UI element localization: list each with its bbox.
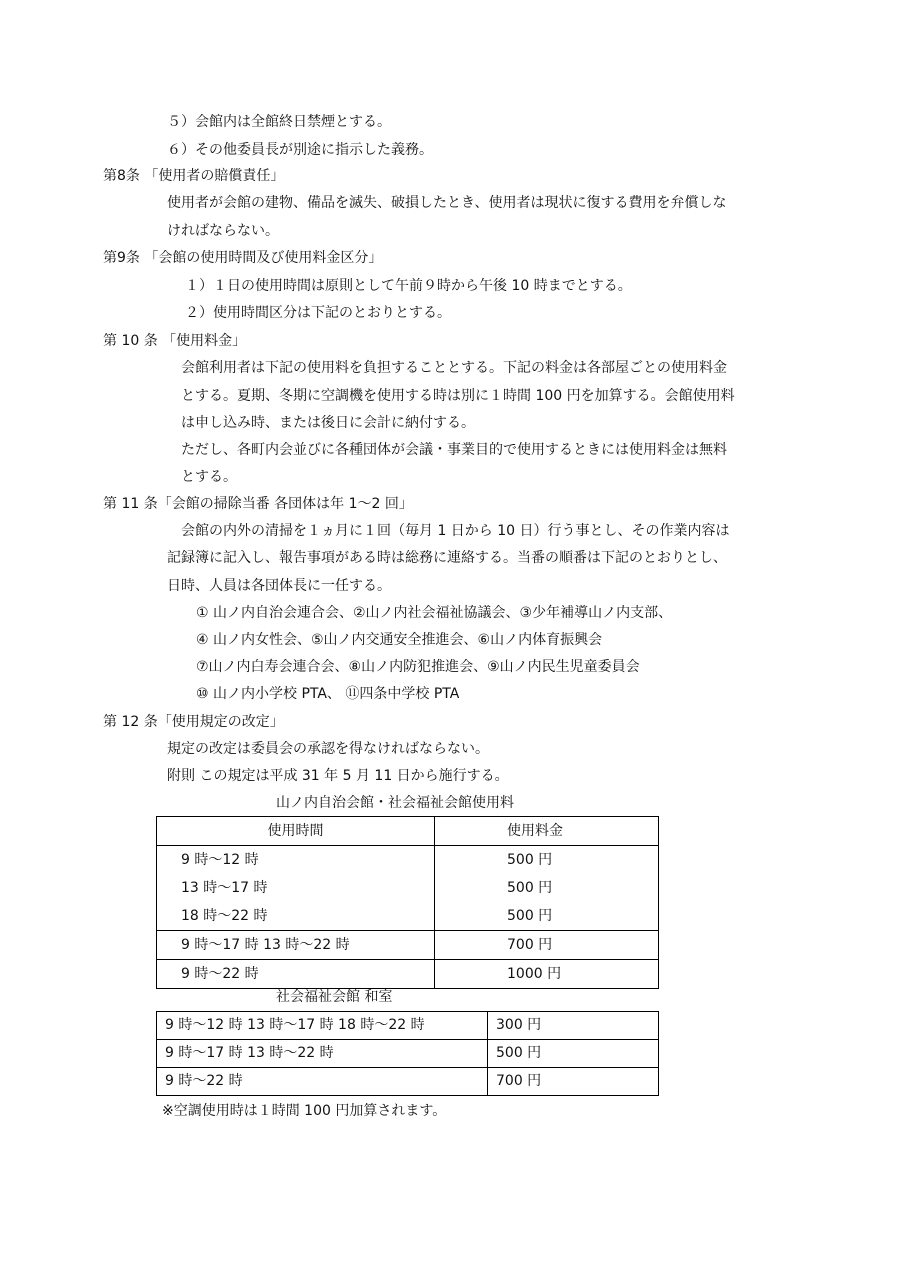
article-10-body-line-2: とする。夏期、冬期に空調機を使用する時は別に１時間 100 円を加算する。会館使用料	[181, 388, 735, 404]
article-11-body-line-1: 会館の内外の清掃を１ヵ月に１回（毎月 1 日から 10 日）行う事とし、その作業内容は	[181, 523, 730, 539]
article-8-body-line-2: ければならない。	[167, 223, 279, 239]
fee-cell: 500 円	[507, 852, 553, 868]
article-10-body-line-4: ただし、各町内会並びに各種団体が会議・事業目的で使用するときには使用料金は無料	[181, 442, 727, 458]
item-5: ５）会館内は全館終日禁煙とする。	[167, 114, 391, 130]
header-usage-fee: 使用料金	[435, 817, 659, 846]
fee-cell: 500 円	[507, 908, 553, 924]
article-9-heading: 第9条 「会館の使用時間及び使用料金区分」	[103, 250, 383, 266]
time-cell: 9 時～12 時 13 時～17 時 18 時～22 時	[157, 1012, 488, 1040]
fee-cell: 700 円	[507, 937, 553, 953]
fee-cell: 1000 円	[507, 966, 562, 982]
table-row	[157, 1068, 659, 1096]
table-row	[157, 960, 659, 989]
fee-cell: 700 円	[488, 1068, 659, 1096]
time-cell: 9 時～22 時	[157, 1068, 488, 1096]
fee-cell: 300 円	[488, 1012, 659, 1040]
article-9-item-1: １）１日の使用時間は原則として午前９時から午後 10 時までとする。	[185, 278, 632, 294]
time-cell: 18 時～22 時	[181, 908, 268, 924]
item-6: ６）その他委員長が別途に指示した義務。	[167, 142, 433, 158]
time-cell: 9 時～12 時	[181, 852, 259, 868]
article-11-group-line-1: ① 山ノ内自治会連合会、②山ノ内社会福祉協議会、③少年補導山ノ内支部、	[196, 605, 673, 621]
table-1-caption: 山ノ内自治会館・社会福祉会館使用料	[276, 795, 514, 811]
article-11-body-line-3: 日時、人員は各団体長に一任する。	[167, 578, 391, 594]
article-8-heading: 第8条 「使用者の賠償責任」	[103, 168, 285, 184]
table-row	[157, 1012, 659, 1040]
aircon-note: ※空調使用時は１時間 100 円加算されます。	[162, 1103, 447, 1119]
fee-table-1	[156, 816, 659, 989]
fee-table-2	[156, 1011, 659, 1096]
table-row	[157, 931, 659, 960]
time-cell: 9 時～17 時 13 時～22 時	[181, 937, 350, 953]
time-cell: 9 時～22 時	[181, 966, 259, 982]
article-8-body-line-1: 使用者が会館の建物、備品を滅失、破損したとき、使用者は現状に復する費用を弁償しな	[167, 195, 727, 211]
article-10-heading: 第 10 条 「使用料金」	[103, 333, 247, 349]
article-10-body-line-1: 会館利用者は下記の使用料を負担することとする。下記の料金は各部屋ごとの使用料金	[181, 360, 727, 376]
article-12-body-line-1: 規定の改定は委員会の承認を得なければならない。	[167, 741, 489, 757]
article-10-body-line-3: は申し込み時、または後日に会計に納付する。	[181, 415, 475, 431]
fee-cell: 500 円	[507, 880, 553, 896]
header-usage-time: 使用時間	[157, 817, 435, 846]
article-11-body-line-2: 記録簿に記入し、報告事項がある時は総務に連絡する。当番の順番は下記のとおりとし、	[167, 550, 727, 566]
fee-cell: 500 円	[488, 1040, 659, 1068]
article-11-heading: 第 11 条「会館の掃除当番 各団体は年 1～2 回」	[103, 496, 413, 512]
supplementary-provision: 附則 この規定は平成 31 年 5 月 11 日から施行する。	[167, 768, 509, 784]
article-11-group-line-4: ⑩ 山ノ内小学校 PTA、 ⑪四条中学校 PTA	[196, 686, 460, 702]
time-cell: 9 時～17 時 13 時～22 時	[157, 1040, 488, 1068]
table-2-caption: 社会福祉会館 和室	[276, 989, 393, 1005]
article-10-body-line-5: とする。	[181, 469, 237, 485]
table-row	[157, 846, 659, 931]
table-row	[157, 1040, 659, 1068]
article-9-item-2: ２）使用時間区分は下記のとおりとする。	[185, 305, 451, 321]
article-11-group-line-3: ⑦山ノ内白寿会連合会、⑧山ノ内防犯推進会、⑨山ノ内民生児童委員会	[196, 659, 640, 675]
article-12-heading: 第 12 条「使用規定の改定」	[103, 714, 284, 730]
article-11-group-line-2: ④ 山ノ内女性会、⑤山ノ内交通安全推進会、⑥山ノ内体育振興会	[196, 632, 603, 648]
time-cell: 13 時～17 時	[181, 880, 268, 896]
